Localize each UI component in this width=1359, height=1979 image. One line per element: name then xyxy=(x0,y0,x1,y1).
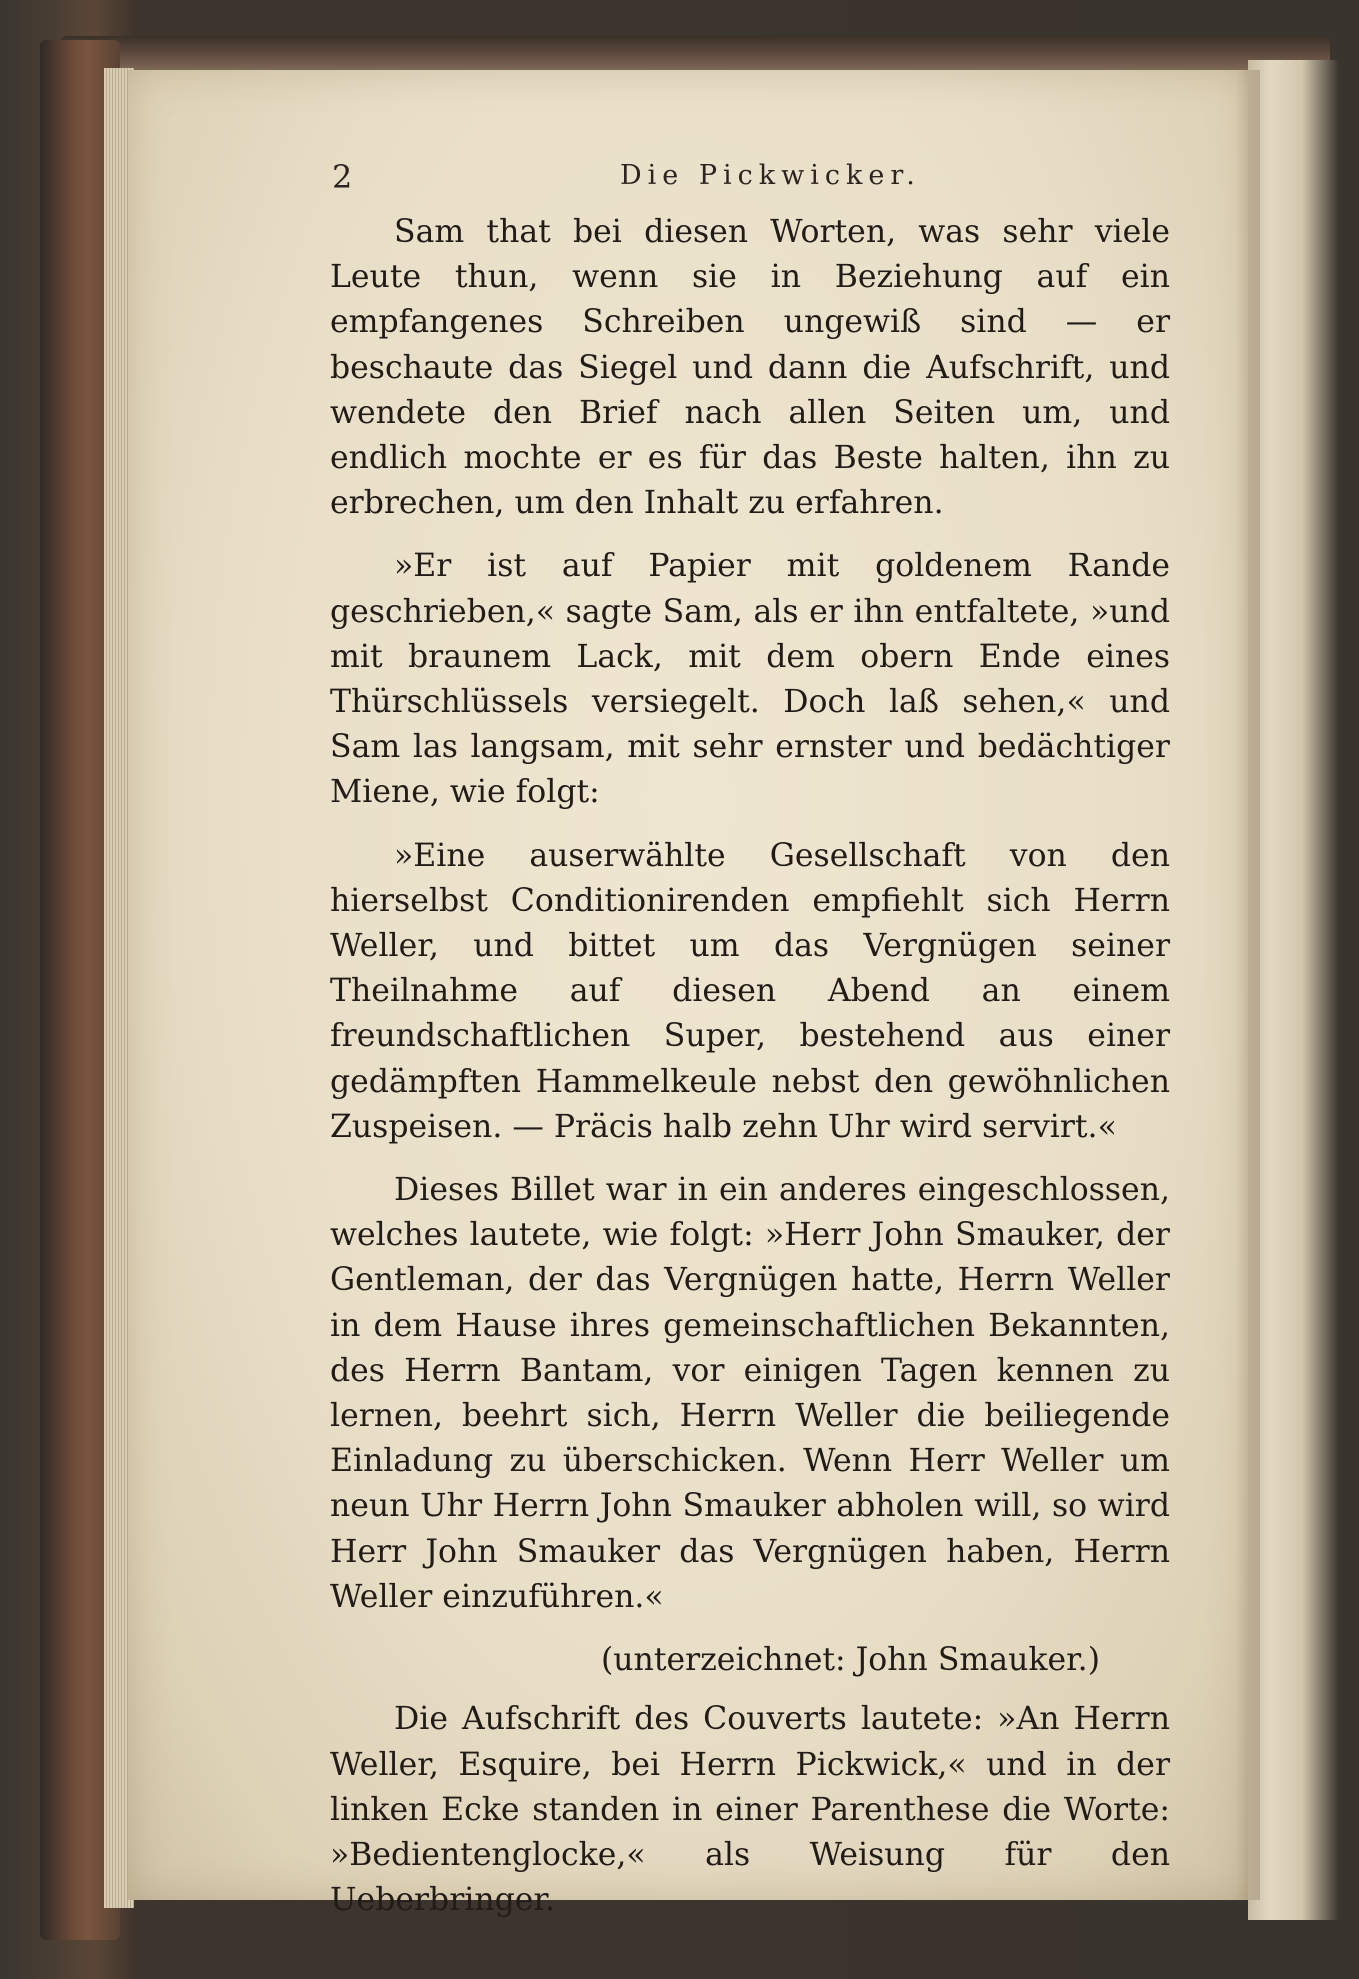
body-text xyxy=(330,210,1170,1941)
page-number: 2 xyxy=(332,158,353,196)
facing-page-edge xyxy=(1248,60,1338,1920)
running-head: Die Pickwicker. xyxy=(620,160,921,191)
spine-shadow xyxy=(1236,70,1260,1900)
paragraph-6: Die Aufschrift des Couverts lautete: »An Herrn Weller, Esquire, bei Herrn Pickwick,« und in der linken Ecke standen in einer Parenthese die Worte: »Bedientenglocke,« als Weisung für den Ueberbringer. xyxy=(330,1701,1170,1919)
paragraph-1: Sam that bei diesen Worten, was sehr viele Leute thun, wenn sie in Beziehung auf ein empfangenes Schreiben ungewiß sind — er beschaute das Siegel und dann die Aufschrift, und wendete den Brief nach allen Seiten um, und endlich mochte er es für das Beste halten, ihn zu erbrechen, um den Inhalt zu erfahren. xyxy=(330,214,1170,522)
paragraph-2: »Er ist auf Papier mit goldenem Rande geschrieben,« sagte Sam, als er ihn entfaltete, »und mit braunem Lack, mit dem obern Ende eines Thürschlüssels versiegelt. Doch laß sehen,« und Sam las langsam, mit sehr ernster und bedächtiger Miene, wie folgt: xyxy=(330,548,1170,811)
paragraph-3: »Eine auserwählte Gesellschaft von den hierselbst Conditionirenden empfiehlt sich Herrn Weller, und bittet um das Vergnügen seiner Theilnahme auf diesen Abend an einem freundschaftlichen Super, bestehend aus einer gedämpften Hammelkeule nebst den gewöhnlichen Zuspeisen. — Präcis halb zehn Uhr wird servirt.« xyxy=(330,837,1170,1145)
signature-line: (unterzeichnet: John Smauker.) xyxy=(600,1642,1100,1679)
paragraph-4: Dieses Billet war in ein anderes eingeschlossen, welches lautete, wie folgt: »Herr John Smauker, der Gentleman, der das Vergnügen hatte, Herrn Weller in dem Hause ihres gemeinschaftlichen Bekannten, des Herrn Bantam, vor einigen Tagen kennen zu lernen, beehrt sich, Herrn Weller die beiliegende Einladung zu überschicken. Wenn Herr Weller um neun Uhr Herrn John Smauker abholen will, so wird Herr John Smauker das Vergnügen haben, Herrn Weller einzuführen.« xyxy=(330,1172,1170,1615)
